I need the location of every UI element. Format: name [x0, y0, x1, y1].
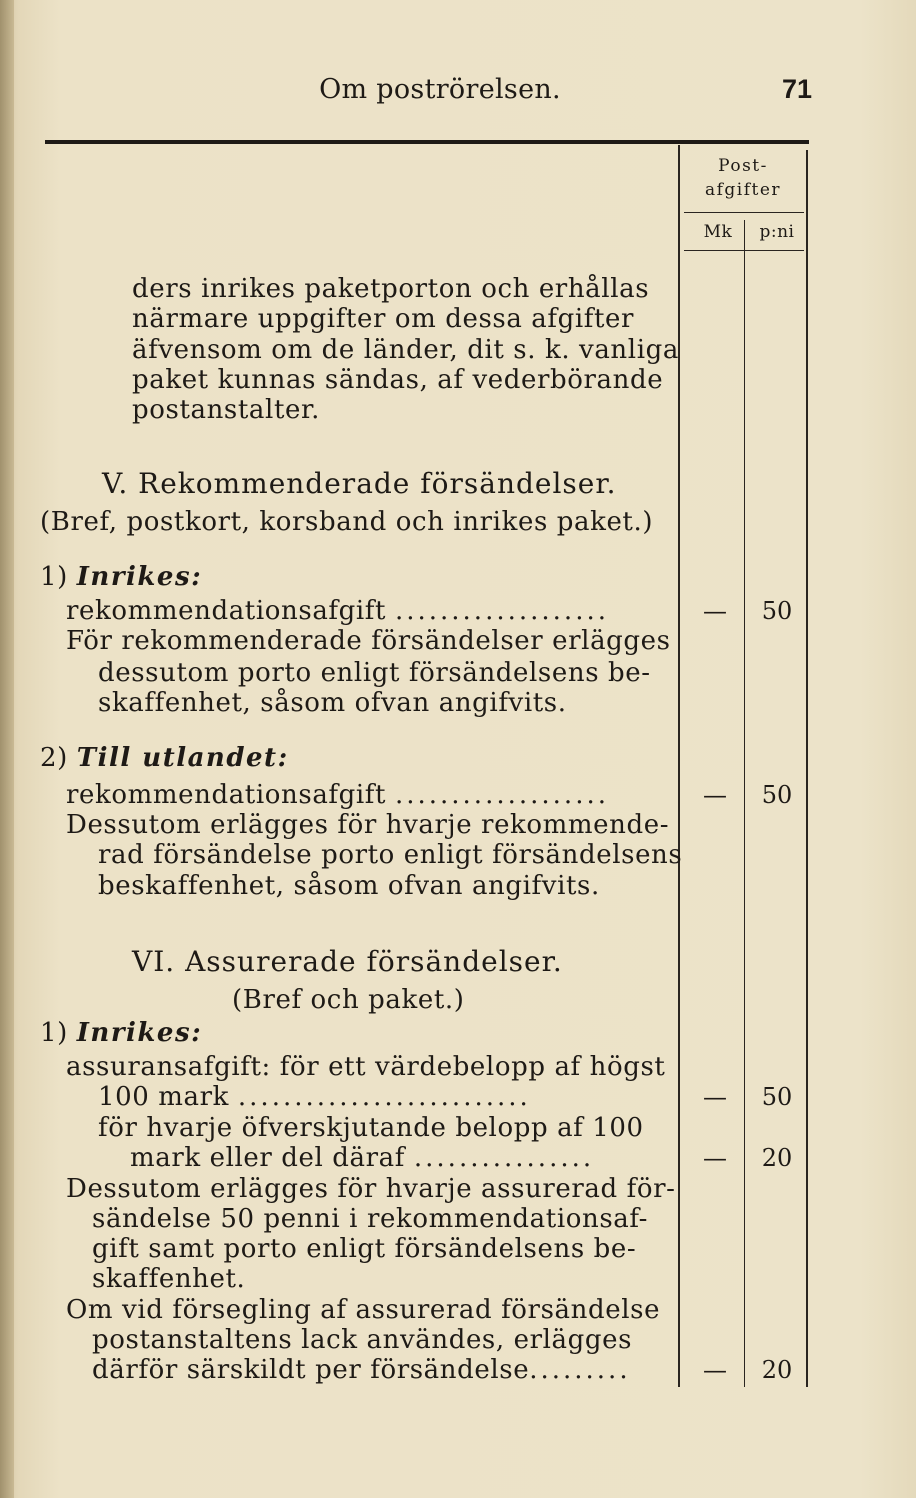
item-title: Inrikes: — [76, 1018, 203, 1048]
fee-mk-value: — — [703, 1356, 727, 1384]
item-title: Till utlandet: — [76, 743, 289, 773]
fee-pni-value: 50 — [761, 1083, 793, 1111]
header-rule — [45, 140, 809, 144]
item-title: Inrikes: — [76, 562, 203, 592]
section-v-item1-note-line: skaffenhet, såsom ofvan angifvits. — [98, 688, 567, 718]
section-vi-fee-b-line2 — [130, 1143, 594, 1173]
fee-pni-value: 50 — [761, 597, 793, 625]
fee-column-title-line1: Post- — [718, 156, 768, 176]
fee-mk-value: — — [703, 597, 727, 625]
fee-description: rekommendationsafgift — [66, 780, 387, 810]
intro-line: närmare uppgifter om dessa afgifter — [132, 304, 635, 334]
leader-dots: ................... — [394, 596, 609, 626]
page-number: 71 — [782, 74, 813, 104]
intro-line: paket kunnas sändas, af vederbörande — [132, 365, 664, 395]
section-vi-fee-a-line2 — [98, 1082, 531, 1112]
intro-line: postanstalter. — [132, 395, 321, 425]
section-vi-seal-line1: Om vid försegling af assurerad försändelse — [66, 1295, 661, 1325]
item-number: 1) — [40, 562, 77, 592]
fee-pni-value: 20 — [761, 1356, 793, 1384]
fee-column-header-rule — [684, 212, 804, 213]
section-vi-item1-heading — [40, 1018, 202, 1048]
section-v-title: V. Rekommenderade försändelser. — [102, 467, 617, 500]
fee-column-right-border — [806, 150, 808, 1387]
item-number: 2) — [40, 743, 77, 773]
intro-line: äfvensom om de länder, dit s. k. vanliga — [132, 335, 679, 365]
section-vi-subtitle: (Bref och paket.) — [232, 985, 465, 1015]
fee-column-divider — [744, 220, 745, 1387]
running-header-title: Om poströrelsen. — [319, 74, 561, 105]
fee-mk-value: — — [703, 1083, 727, 1111]
section-v-item2-note-line: beskaffenhet, såsom ofvan angifvits. — [98, 871, 600, 901]
section-vi-seal-line2: postanstaltens lack användes, erlägges — [92, 1325, 633, 1355]
section-v-subtitle: (Bref, postkort, korsband och inrikes paket.) — [40, 507, 654, 537]
page-spine-shadow — [0, 0, 14, 1498]
section-v-item1-note-line: dessutom porto enligt försändelsens be- — [98, 658, 651, 688]
fee-column-unit-rule — [684, 250, 804, 251]
leader-dots: .......................... — [237, 1082, 531, 1112]
fee-description: mark eller del däraf — [130, 1143, 406, 1173]
section-v-item1-note-line: För rekommenderade försändelser erlägges — [66, 626, 671, 656]
section-vi-title: VI. Assurerade försändelser. — [132, 945, 563, 978]
fee-description: 100 mark — [98, 1082, 230, 1112]
fee-description: därför särskildt per försändelse — [92, 1355, 530, 1385]
fee-pni-value: 20 — [761, 1144, 793, 1172]
section-vi-fee-b-line1: för hvarje öfverskjutande belopp af 100 — [98, 1113, 644, 1143]
section-vi-note-line: gift samt porto enligt försändelsens be- — [92, 1234, 637, 1264]
leader-dots: ................... — [394, 780, 609, 810]
section-v-item2-note-line: Dessutom erlägges för hvarje rekommende- — [66, 810, 670, 840]
leader-dots: ......... — [529, 1355, 631, 1385]
section-vi-fee-a-line1: assuransafgift: för ett värdebelopp af högst — [66, 1052, 666, 1082]
fee-column-left-border — [678, 145, 680, 1387]
section-vi-seal-line3 — [92, 1355, 631, 1385]
section-vi-note-line: sändelse 50 penni i rekommendationsaf- — [92, 1204, 649, 1234]
section-v-item2-heading — [40, 743, 289, 773]
section-v-item2-fee-line — [66, 780, 609, 810]
section-vi-note-line: Dessutom erlägges för hvarje assurerad för- — [66, 1174, 676, 1204]
section-v-item1-heading — [40, 562, 202, 592]
fee-column-title-line2: afgifter — [704, 180, 782, 200]
section-v-item2-note-line: rad försändelse porto enligt försändelsens — [98, 840, 683, 870]
fee-mk-value: — — [703, 781, 727, 809]
fee-description: rekommendationsafgift — [66, 596, 387, 626]
fee-column-mk-label: Mk — [703, 222, 733, 242]
fee-mk-value: — — [703, 1144, 727, 1172]
intro-line: ders inrikes paketporton och erhållas — [132, 274, 650, 304]
fee-column-pni-label: p:ni — [759, 222, 795, 242]
section-v-item1-fee-line — [66, 596, 609, 626]
item-number: 1) — [40, 1018, 77, 1048]
fee-pni-value: 50 — [761, 781, 793, 809]
section-vi-note-line: skaffenhet. — [92, 1264, 246, 1294]
leader-dots: ................ — [413, 1143, 595, 1173]
